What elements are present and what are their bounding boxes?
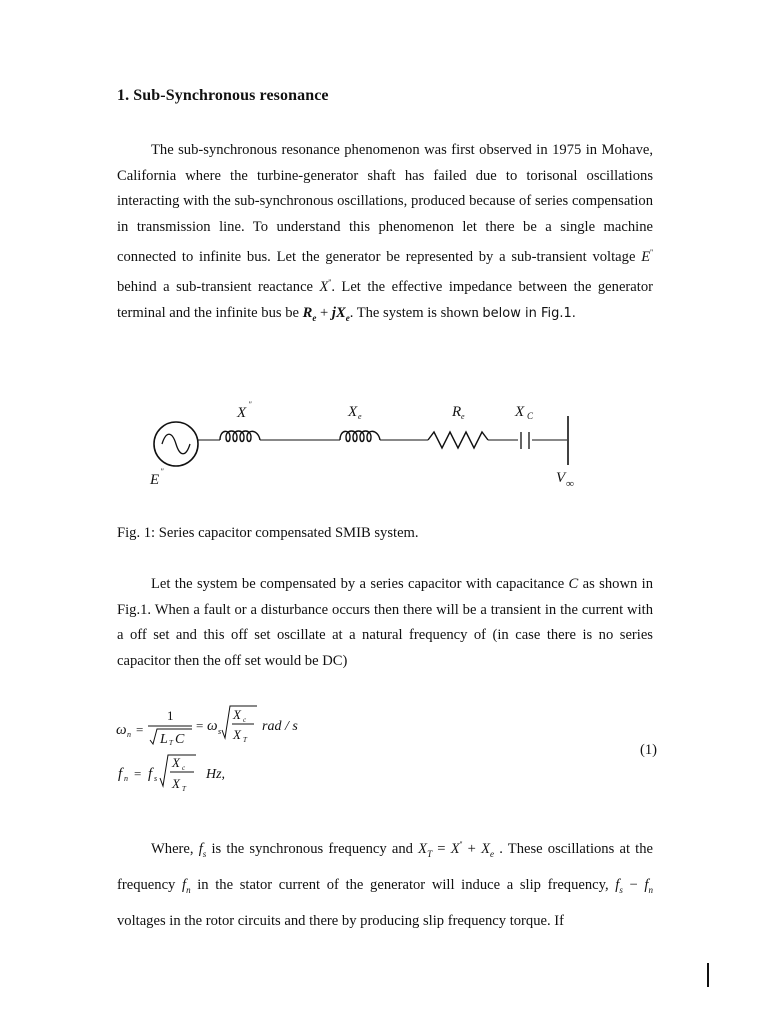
svg-text:s: s [154, 774, 158, 783]
para1-text-e: below in Fig.1. [482, 305, 576, 321]
symbol-x: X [319, 279, 329, 296]
label-xe: X [348, 404, 358, 420]
svg-text:s: s [218, 727, 222, 736]
para1-text-d: . The system is shown [349, 304, 483, 321]
svg-text:e: e [461, 412, 465, 421]
eq-unit-rad: rad / s [262, 719, 298, 734]
svg-text:X: X [172, 776, 180, 791]
label-e: E [150, 472, 160, 488]
svg-text:T: T [182, 785, 186, 793]
para1-text-a: The sub-synchronous resonance phenomenon was first observed in 1975 in Mohave, California where the turbine-generator shaft has failed due to torisonal oscillations interacting with the sub-synchronous oscillations, produced because of series compensation in transmission line. To understand this phenomenon let there be a single machine connected to infinite bus. Let the generator be represented by a sub-transient voltage [117, 142, 653, 265]
inductor-xe-icon [340, 431, 380, 442]
svg-text:T: T [169, 739, 173, 747]
symbol-jxe: jX [331, 304, 346, 321]
eq-omega-s: ω [207, 718, 218, 734]
eq-unit-hz: Hz, [206, 767, 226, 782]
para1-text-b: behind a sub-transient reactance [117, 279, 320, 296]
circuit-diagram [140, 395, 590, 495]
svg-text:=: = [134, 766, 142, 781]
inductor-xpp-icon [220, 431, 260, 442]
para1-text-c: . Let the effective impedance between the generator terminal and the infinite bus be [117, 279, 653, 321]
figure-caption: Fig. 1: Series capacitor compensated SMIB system. [117, 525, 419, 541]
eq-fs: f [148, 766, 153, 782]
svg-text:C: C [527, 411, 534, 421]
svg-text:n: n [127, 730, 131, 739]
label-xpp: X [237, 405, 247, 421]
symbol-re: R [302, 304, 313, 321]
paragraph-intro: The sub-synchronous resonance phenomenon was first observed in 1975 in Mohave, California where the turbine-generator shaft has failed due to torisonal oscillations interacting with the sub-synchronous oscillations, produced because of series compensation in transmission line. To understand this phenomenon let there be a single machine connected to infinite bus. Let the generator be represented by a sub-transient voltage E'' behind a sub-transient reactance X''. Let the effective impedance between the generator terminal and the infinite bus be $R_e + jX_e$. The system is shown below in Fig.1. [117, 142, 653, 323]
svg-text:'': '' [248, 400, 252, 409]
symbol-e: E [641, 248, 651, 265]
equation-block [112, 700, 342, 800]
section-heading: 1. Sub-Synchronous resonance [117, 87, 329, 104]
svg-text:X: X [172, 755, 180, 770]
svg-text:X: X [233, 727, 241, 742]
svg-text:L: L [160, 732, 168, 747]
svg-text:e: e [358, 412, 362, 421]
label-re: R [452, 404, 462, 420]
label-xc: X [515, 404, 525, 420]
sine-wave-icon [162, 434, 190, 454]
svg-text:X: X [233, 707, 241, 722]
svg-text:c: c [182, 764, 186, 772]
resistor-icon [428, 432, 488, 448]
symbol-c: C [568, 576, 579, 592]
svg-text:c: c [243, 716, 247, 724]
svg-text:∞: ∞ [566, 478, 574, 490]
svg-text:C: C [175, 732, 185, 747]
svg-text:T: T [243, 736, 247, 744]
svg-text:'': '' [160, 467, 164, 476]
paragraph-compensation: Let the system be compensated by a series capacitor with capacitance C as shown in Fig.1. When a fault or a disturbance occurs then there will be a transient in the current with a off set and this off set oscillate at a natural frequency of (in case there is no series capacitor then the off set would be DC) [117, 576, 653, 669]
equation-number: (1) [640, 742, 658, 758]
page-edge-mark [707, 963, 709, 987]
svg-text:n: n [124, 774, 128, 783]
eq-omega-n: ω [116, 722, 127, 738]
paragraph-where: Where, $f_s$ is the synchronous frequency and $X_T = X'' + X_e$ . These oscillations at the frequency $f_n$ in the stator current of the generator will induce a slip frequency, $f_s - f_n$ voltages in the rotor circuits and there by producing slip frequency torque. If [117, 840, 654, 929]
svg-text:=: = [136, 722, 144, 737]
label-v: V [556, 470, 566, 486]
eq-numerator: 1 [167, 708, 174, 723]
eq-fn: f [118, 766, 123, 782]
svg-text:=: = [196, 718, 204, 733]
